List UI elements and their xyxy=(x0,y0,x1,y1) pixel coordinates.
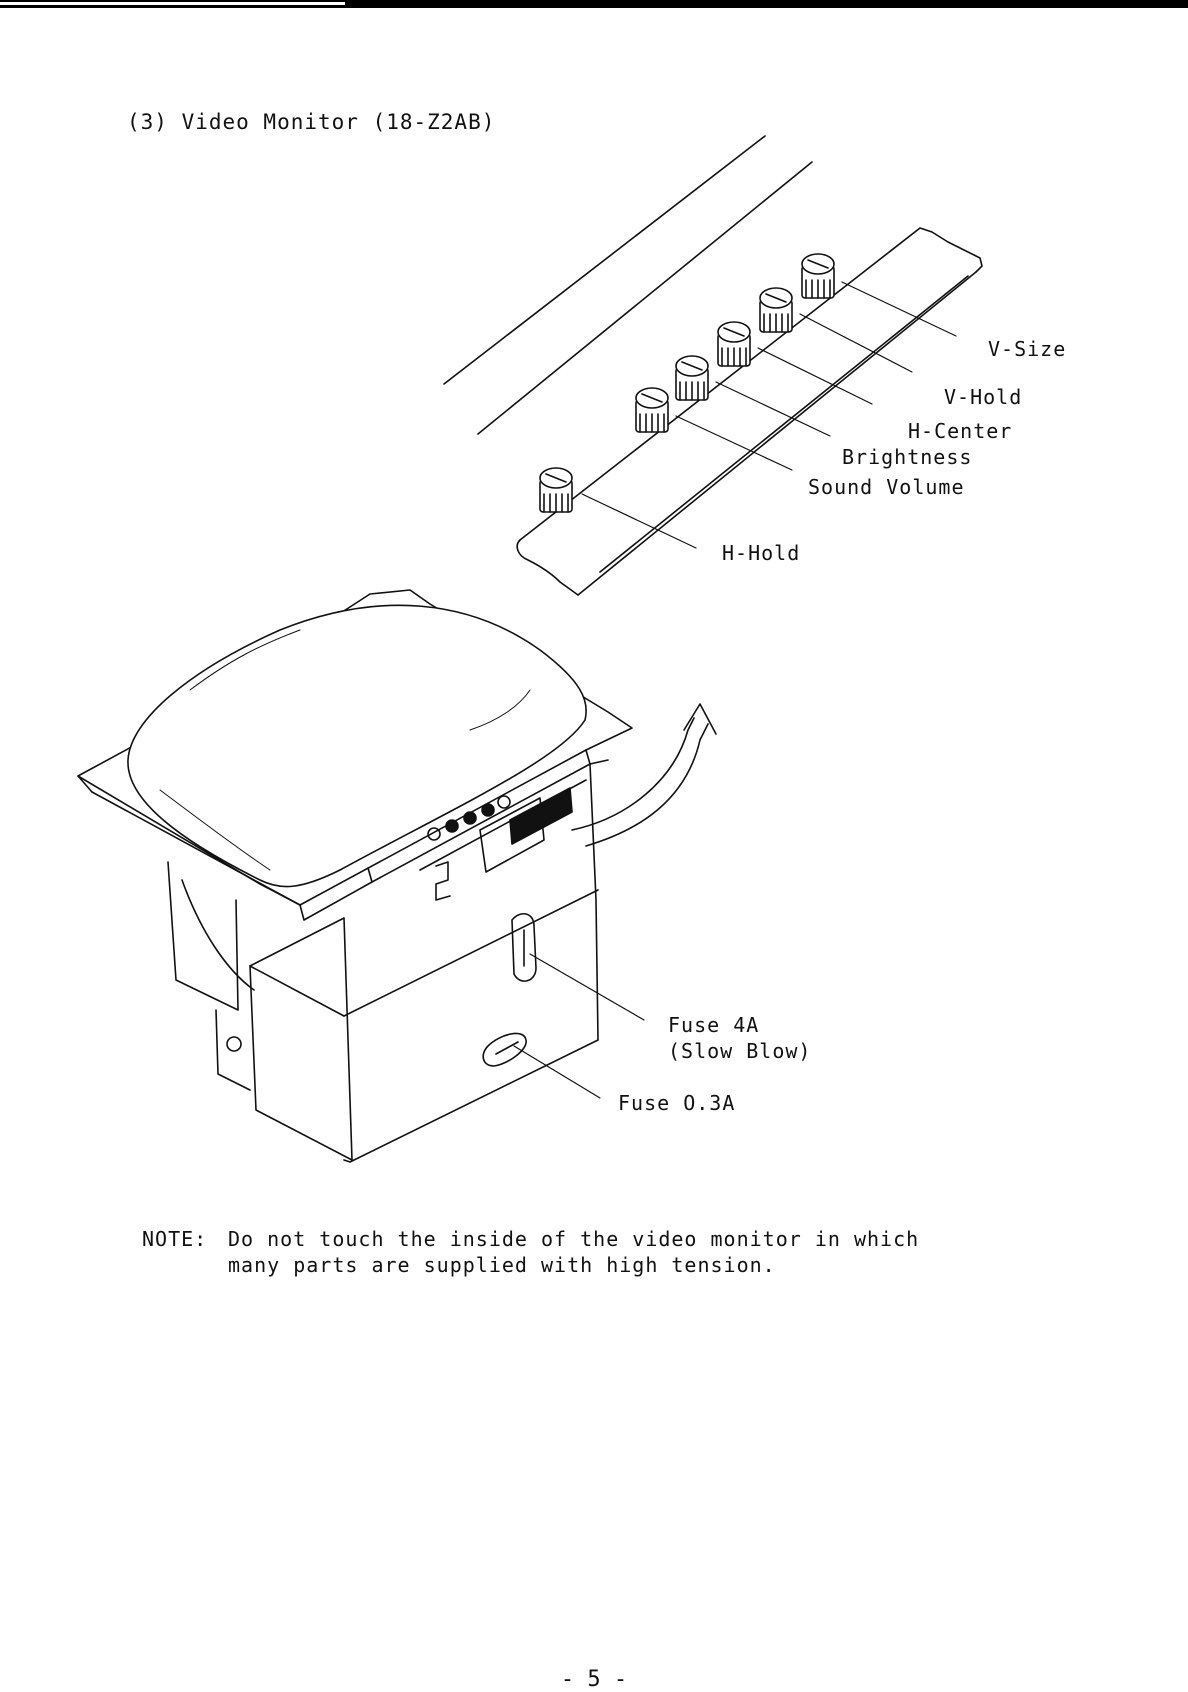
guide-lines xyxy=(444,136,812,434)
knob-h-center xyxy=(718,322,750,366)
label-fuse-4a-note: (Slow Blow) xyxy=(668,1039,812,1063)
knob-sound-volume xyxy=(636,388,668,432)
knob-h-hold xyxy=(540,468,572,512)
lift-arrow xyxy=(572,704,716,846)
label-v-hold: V-Hold xyxy=(944,385,1023,409)
note-prefix: NOTE: xyxy=(142,1227,208,1251)
label-h-hold: H-Hold xyxy=(722,541,801,565)
knob-brightness xyxy=(676,356,708,400)
label-h-center: H-Center xyxy=(908,419,1013,443)
page-number: - 5 - xyxy=(560,1667,628,1692)
control-knobs xyxy=(540,254,834,512)
label-brightness: Brightness xyxy=(842,445,973,469)
note-line-2: many parts are supplied with high tension. xyxy=(228,1253,776,1277)
label-fuse-4a: Fuse 4A xyxy=(668,1013,760,1037)
label-sound-volume: Sound Volume xyxy=(808,475,965,499)
label-fuse-03a: Fuse O.3A xyxy=(618,1091,736,1115)
knob-v-hold xyxy=(760,288,792,332)
knob-v-size xyxy=(802,254,834,298)
label-v-size: V-Size xyxy=(988,337,1067,361)
monitor-chassis xyxy=(78,590,632,1162)
note-line-1: Do not touch the inside of the video monitor in which xyxy=(228,1227,920,1251)
section-heading: (3) Video Monitor (18-Z2AB) xyxy=(127,110,496,134)
